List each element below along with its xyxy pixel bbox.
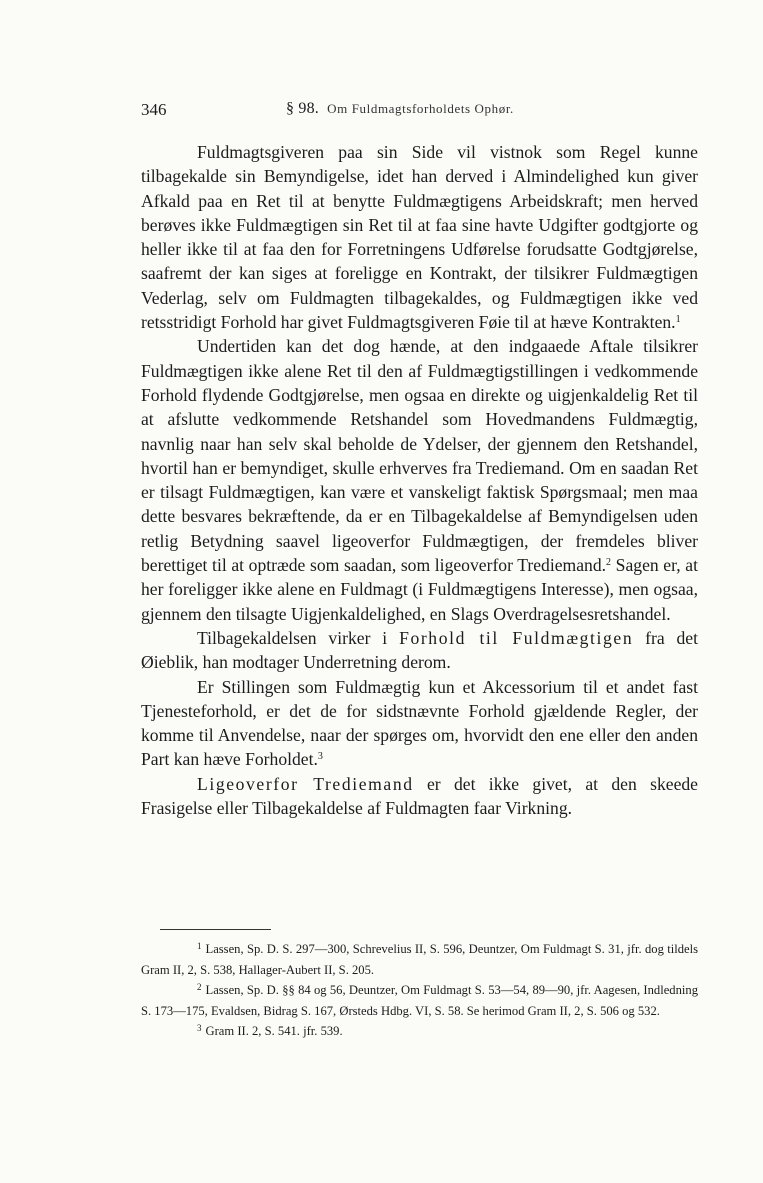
paragraph-text: Undertiden kan det dog hænde, at den indgaaede Aftale tilsikrer Fuldmægtigen ikke alene Ret til den af Fuldmægtigstillingen i vedkommende Forhold flydende Godtgjørelse, men ogsaa en direkte og uigjenkaldelig Ret til at afslutte vedkommende Retshandel som Hovedmandens Fuldmægtig, navnlig naar han selv skal beholde de Ydelser, der gjennem den Retshandel, hvortil han er bemyndiget, skulle erhverves fra Trediemand. Om en saadan Ret er tilsagt Fuldmægtigen, kan være et vanskeligt faktisk Spørgsmaal; men maa dette besvares bekræftende, da er en Tilbagekaldelse af Bemyndigelsen uden retlig Betydning saavel ligeoverfor Fuldmægtigen, der fremdeles bliver berettiget til at optræde som saadan, som ligeoverfor Trediemand. [141, 336, 698, 576]
footnotes [141, 939, 698, 1042]
paragraph [141, 772, 698, 821]
paragraph [141, 140, 698, 334]
paragraph-text: Sagen er, at her foreligger ikke alene en Fuldmagt (i Fuldmægtigens Interesse), men ogsaa, gjennem den tilsagte Uigjenkaldelighed, en Slags Overdragelsesretshandel. [141, 555, 698, 624]
footnote [141, 1021, 698, 1042]
paragraph-text: er det ikke givet, at den skeede Frasigelse eller Tilbagekaldelse af Fuldmagten faar Virkning. [141, 773, 698, 819]
paragraph [141, 675, 698, 772]
paragraph-text: Er Stillingen som Fuldmægtig kun et Akcessorium til et andet fast Tjenesteforhold, er det de for sidstnævnte Forhold gjældende Regler, der komme til Anvendelse, naar der spørges om, hvorvidt den ene eller den anden Part kan hæve Forholdet. [141, 676, 698, 770]
footnote-ref: 2 [606, 557, 612, 569]
footnote-divider [160, 929, 271, 930]
paragraph-text: Tilbagekaldelsen virker i [197, 627, 400, 648]
emphasis-spaced: Ligeoverfor Trediemand [197, 773, 414, 794]
footnote-text: Gram II. 2, S. 541. jfr. 539. [205, 1024, 343, 1039]
footnote-mark: 2 [197, 982, 202, 993]
footnote-text: Lassen, Sp. D. §§ 84 og 56, Deuntzer, Om Fuldmagt S. 53—54, 89—90, jfr. Aagesen, Indledning S. 173—175, Evaldsen, Bidrag S. 167, Ørsteds Hdbg. VI, S. 58. Se herimod Gram II, 2, S. 506 og 532. [141, 983, 698, 1018]
section-number: § 98. [286, 100, 319, 117]
footnote-text: Lassen, Sp. D. S. 297—300, Schrevelius II, S. 596, Deuntzer, Om Fuldmagt S. 31, jfr. dog tildels Gram II, 2, S. 538, Hallager-Aubert II, S. 205. [141, 942, 698, 977]
footnote-mark: 1 [197, 941, 202, 951]
footnote-mark: 3 [197, 1023, 202, 1034]
paragraph-text: Fuldmagtsgiveren paa sin Side vil vistnok som Regel kunne tilbagekalde sin Bemyndigelse, idet han derved i Almindelighed kun giver Afkald paa en Ret til at benytte Fuldmægtigens Arbeidskraft; men herved berøves ikke Fuldmægtigen sin Ret til at faa sine havte Udgifter godtgjorte og heller ikke til at faa den for Forretningens Udførelse forudsatte Godtgjørelse, saafremt der kan siges at foreligge en Kontrakt, der tilsikrer Fuldmægtigen Vederlag, selv om Fuldmagten tilbagekaldes, og Fuldmægtigen ikke ved retsstridigt Forhold har givet Fuldmagtsgiveren Føie til at hæve Kontrakten. [141, 142, 698, 333]
page-header [141, 100, 701, 124]
paragraph [141, 626, 698, 675]
footnote-ref: 1 [675, 314, 681, 326]
paragraph [141, 334, 698, 626]
footnote [141, 980, 698, 1021]
paragraph-text: fra det Øieblik, han modtager Underretning derom. [141, 627, 699, 673]
page-number: 346 [141, 100, 167, 119]
footnote [141, 939, 698, 980]
running-head-title: Om Fuldmagtsforholdets Ophør. [327, 101, 514, 116]
footnote-ref: 3 [317, 751, 323, 763]
running-head [286, 100, 514, 118]
body-text [141, 140, 698, 820]
emphasis-spaced: Forhold til Fuldmægtigen [399, 627, 634, 648]
